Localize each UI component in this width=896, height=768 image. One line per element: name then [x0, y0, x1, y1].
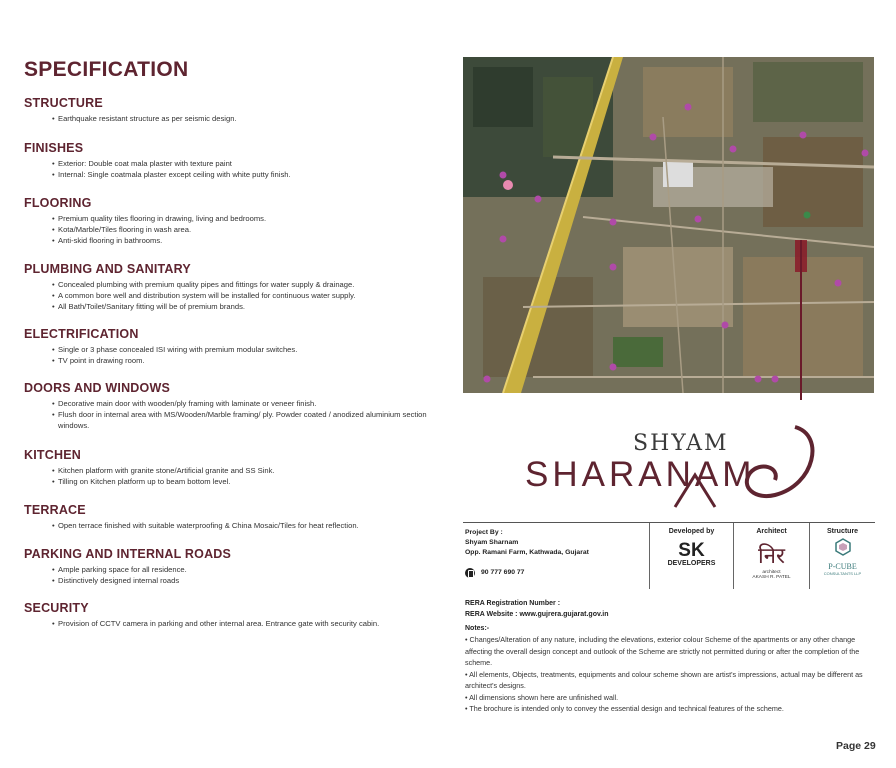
note-item: • All dimensions shown here are unfinished wall. [465, 692, 619, 702]
section-heading: ELECTRIFICATION [24, 327, 139, 341]
rera-info [465, 598, 609, 620]
specification-column [24, 58, 444, 82]
notes-block [465, 625, 875, 715]
spec-section [24, 448, 444, 487]
rera-website: RERA Website : www.gujrera.gujarat.gov.in [465, 611, 609, 618]
spec-item: • Provision of CCTV camera in parking and other internal area. Entrance gate with security cabin. [52, 618, 444, 629]
project-by-column [463, 523, 649, 589]
section-items [24, 564, 444, 586]
section-heading: TERRACE [24, 503, 86, 517]
architect-column [733, 523, 809, 589]
phone-row [465, 568, 647, 578]
architect-name: AKASH R. PATEL [752, 575, 791, 580]
section-items [24, 618, 444, 629]
spec-item: • Kota/Marble/Tiles flooring in wash area. [52, 224, 444, 235]
architect-tag: architect [762, 570, 781, 575]
spec-item: • Earthquake resistant structure as per seismic design. [52, 113, 444, 124]
structure-logo: P-CUBE [828, 562, 857, 571]
spec-item: • Single or 3 phase concealed ISI wiring with premium modular switches. [52, 344, 444, 355]
project-address: Opp. Ramani Farm, Kathwada, Gujarat [465, 549, 589, 556]
page-title: SPECIFICATION [24, 58, 189, 81]
section-heading: PARKING AND INTERNAL ROADS [24, 547, 232, 561]
spec-section [24, 601, 444, 629]
pcube-icon [834, 538, 852, 556]
page-number: Page 29 [836, 740, 876, 752]
section-items [24, 520, 444, 531]
section-items [24, 213, 444, 246]
section-items [24, 113, 444, 124]
developer-name: DEVELOPERS [667, 560, 716, 567]
architect-logo: निर [758, 544, 785, 569]
project-logo [525, 425, 825, 515]
note-item: • All elements, Objects, treatments, equipments and colour scheme shown are artist's impressions, actual may be different as architect's designs. [465, 669, 863, 690]
section-items [24, 465, 444, 487]
section-items [24, 158, 444, 180]
spec-item: • Tilling on Kitchen platform up to beam bottom level. [52, 476, 444, 487]
developer-label: Developed by [668, 528, 715, 535]
satellite-map-image [463, 57, 874, 393]
notes-title: Notes:- [465, 625, 490, 632]
location-pointer-line [800, 240, 802, 400]
spec-item: • Distinctively designed internal roads [52, 575, 444, 586]
spec-item: • Concealed plumbing with premium quality pipes and fittings for water supply & drainage. [52, 279, 444, 290]
section-items [24, 398, 444, 431]
spec-item: • Open terrace finished with suitable waterproofing & China Mosaic/Tiles for heat reflection. [52, 520, 444, 531]
spec-item: • Internal: Single coatmala plaster except ceiling with white putty finish. [52, 169, 444, 180]
project-by-label: Project By : [465, 529, 503, 536]
architect-label: Architect [756, 528, 787, 535]
spec-section [24, 262, 444, 312]
spec-item: • Ample parking space for all residence. [52, 564, 444, 575]
spec-section [24, 503, 444, 531]
developer-column [649, 523, 733, 589]
structure-column [809, 523, 875, 589]
spec-section [24, 547, 444, 586]
spec-item: • All Bath/Toilet/Sanitary fitting will be of premium brands. [52, 301, 444, 312]
brand-line2: SHARANAM [525, 455, 756, 494]
section-heading: DOORS AND WINDOWS [24, 381, 170, 395]
spec-item: • Kitchen platform with granite stone/Artificial granite and SS Sink. [52, 465, 444, 476]
structure-tag: CONSULTANTS LLP [823, 571, 862, 576]
spec-section [24, 196, 444, 246]
section-heading: PLUMBING AND SANITARY [24, 262, 191, 276]
spec-section [24, 141, 444, 180]
spec-item: • TV point in drawing room. [52, 355, 444, 366]
project-info-table [463, 522, 875, 589]
project-name: Shyam Sharnam [465, 539, 519, 546]
location-map [463, 57, 874, 393]
note-item: • Changes/Alteration of any nature, including the elevations, exterior colour Scheme of the apartments or any other change affecting the overall design concept and outlook of the Scheme are strictly not permitted during or after the completion of the scheme. [465, 635, 860, 667]
brand-line1: SHYAM [633, 431, 729, 456]
spec-item: • Premium quality tiles flooring in drawing, living and bedrooms. [52, 213, 444, 224]
section-heading: SECURITY [24, 601, 89, 615]
section-heading: FLOORING [24, 196, 92, 210]
rera-registration: RERA Registration Number : [465, 600, 561, 607]
section-heading: STRUCTURE [24, 96, 103, 110]
spec-item: • A common bore well and distribution system will be installed for continuous water supply. [52, 290, 444, 301]
section-heading: KITCHEN [24, 448, 81, 462]
spec-item: • Decorative main door with wooden/ply framing with laminate or veneer finish. [52, 398, 444, 409]
spec-section [24, 327, 444, 366]
spec-section [24, 96, 444, 124]
phone-number: 90 777 690 77 [481, 569, 525, 576]
developer-logo: SK [678, 540, 705, 561]
note-item: • The brochure is intended only to convey the essential design and technical features of the scheme. [465, 704, 784, 713]
section-items [24, 279, 444, 312]
spec-item: • Flush door in internal area with MS/Wooden/Marble framing/ ply. Powder coated / anodized aluminium section windows. [52, 409, 444, 431]
phone-icon [465, 568, 475, 578]
spec-item: • Exterior: Double coat mala plaster with texture paint [52, 158, 444, 169]
spec-section [24, 381, 444, 431]
section-heading: FINISHES [24, 141, 84, 155]
spec-item: • Anti-skid flooring in bathrooms. [52, 235, 444, 246]
notes-list [465, 634, 875, 715]
structure-label: Structure [826, 528, 859, 535]
section-items [24, 344, 444, 366]
